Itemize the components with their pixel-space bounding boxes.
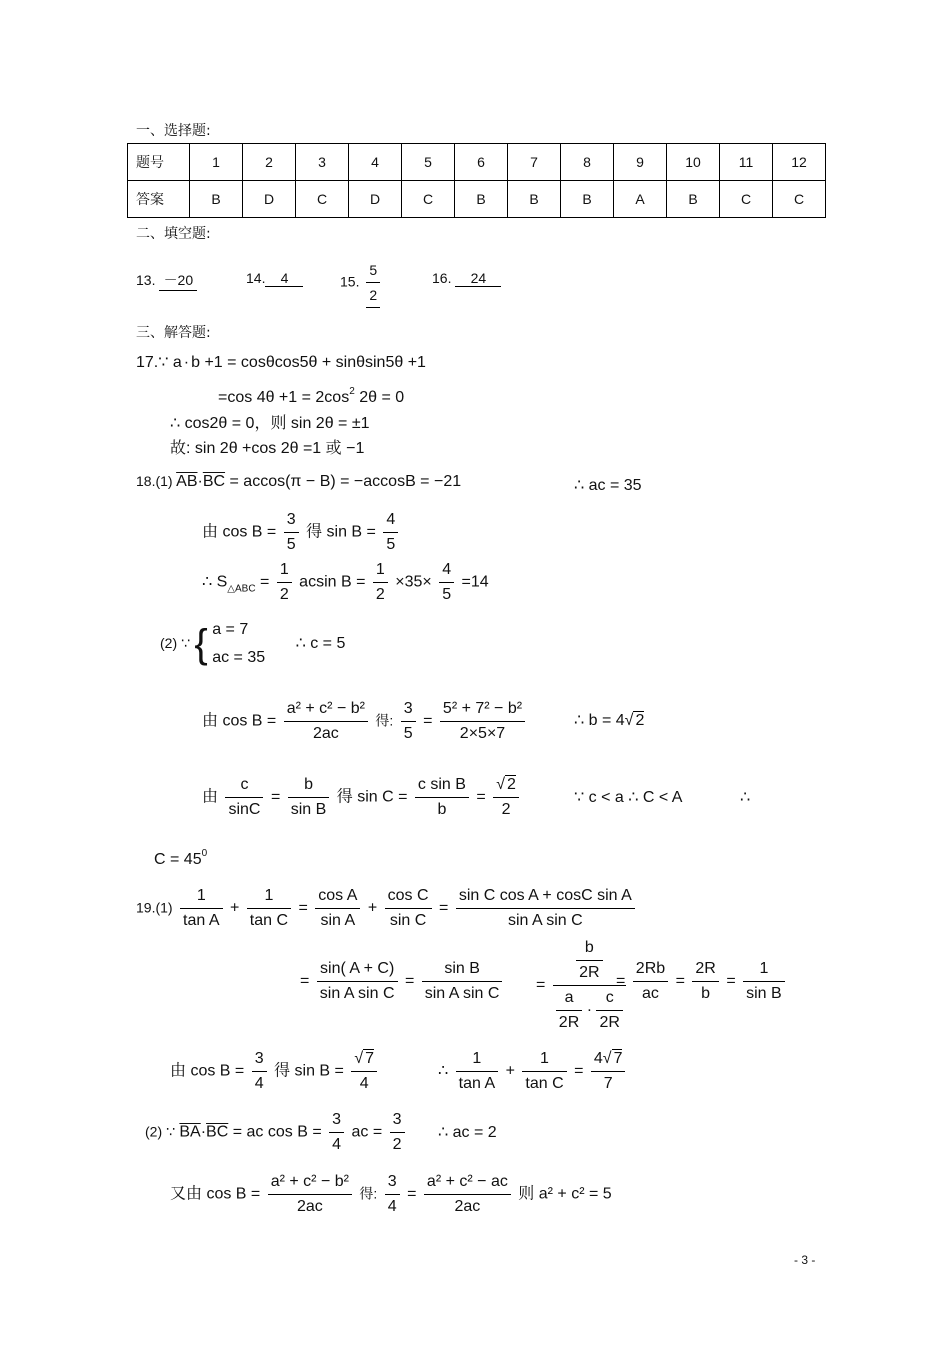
numerator: a² + c² − b² bbox=[268, 1170, 352, 1195]
fraction bbox=[180, 884, 222, 933]
system-ac: ac = 35 bbox=[212, 649, 266, 666]
therefore-icon: ∴ bbox=[740, 789, 751, 806]
q17-line2-tail: 2θ = 0 bbox=[354, 389, 405, 406]
area-mid: acsin B = bbox=[299, 573, 366, 591]
q14-answer: 4 bbox=[265, 270, 303, 287]
q17-line2-a: =cos 4θ +1 = 2cos bbox=[218, 389, 350, 406]
fraction bbox=[385, 884, 432, 933]
table-cell: C bbox=[402, 181, 455, 218]
fraction bbox=[268, 1170, 352, 1219]
q19-line3-right: ∴ $\frac{1}{\text{tan A}}$ + $\frac{1}{\text{tan C}}$ = $\frac{4√ 7}{7}$ bbox=[438, 1047, 628, 1096]
denominator: tan A bbox=[458, 1075, 496, 1092]
table-cell: B bbox=[190, 181, 243, 218]
denominator: b bbox=[701, 985, 711, 1002]
sine-mid: 得 sin C = bbox=[336, 788, 408, 806]
numerator: 3 bbox=[390, 1108, 405, 1133]
numerator: cos A bbox=[315, 884, 360, 909]
sinB-label: 得 sin B = bbox=[306, 523, 376, 541]
q15-numerator: 5 bbox=[366, 258, 380, 283]
table-cell: 7 bbox=[508, 144, 561, 181]
q17-line1-b: b +1 = cosθcos5θ + sinθsin5θ +1 bbox=[191, 354, 426, 371]
p2-result: ∴ ac = 2 bbox=[437, 1123, 497, 1141]
table-cell: 6 bbox=[455, 144, 508, 181]
fraction bbox=[743, 957, 785, 1006]
numerator: sin( A + C) bbox=[317, 957, 398, 982]
q13-answer: －20 bbox=[159, 270, 197, 291]
denominator: 7 bbox=[603, 1075, 613, 1092]
q17-line1-a: 17.∵ a bbox=[136, 354, 182, 371]
numerator: c sin B bbox=[415, 773, 469, 798]
denominator: 2 bbox=[501, 801, 511, 818]
area-mid2: ×35× bbox=[395, 573, 432, 591]
sqrt-value: 2 bbox=[506, 776, 516, 793]
dot-icon: · bbox=[200, 1123, 207, 1141]
numerator: 3 bbox=[401, 697, 416, 722]
denominator: 2×5×7 bbox=[459, 725, 506, 742]
table-header-answer: 答案 bbox=[128, 181, 190, 218]
numerator: 1 bbox=[743, 957, 785, 982]
fraction bbox=[225, 773, 263, 822]
fraction bbox=[415, 773, 469, 822]
q19-part2 bbox=[145, 1108, 497, 1157]
q18-cosB-line bbox=[202, 508, 401, 557]
q19-line3 bbox=[170, 1047, 380, 1096]
table-cell: 2 bbox=[243, 144, 296, 181]
sine-label: 由 bbox=[202, 788, 219, 806]
angle-text: C = 45 bbox=[154, 851, 202, 868]
last-mid: 得: bbox=[359, 1185, 378, 1202]
area-end: =14 bbox=[461, 573, 489, 591]
table-cell: B bbox=[667, 181, 720, 218]
denominator: sin B bbox=[290, 801, 327, 818]
table-cell: 12 bbox=[773, 144, 826, 181]
system bbox=[212, 616, 265, 672]
q18-line1 bbox=[136, 473, 461, 491]
numerator: 3 bbox=[329, 1108, 344, 1133]
fraction bbox=[284, 697, 368, 746]
q18-sine-line: 由 $\frac{c}{\sin C}$ = $\frac{b}{\text{sin B}}$ 得 sin C = $\frac{\text{c sin B}}{b}$ = $\frac{√ 2}{2}$ bbox=[202, 773, 522, 822]
fraction bbox=[576, 936, 602, 985]
equals: = bbox=[260, 573, 270, 591]
table-cell: D bbox=[349, 181, 402, 218]
q15 bbox=[340, 258, 383, 308]
q18-expr: = accos(π − B) = −accosB = −21 bbox=[229, 473, 462, 490]
numerator: b bbox=[288, 773, 330, 798]
q17-line4: 故: sin 2θ +cos 2θ =1 或 −1 bbox=[170, 440, 365, 457]
answer-table bbox=[127, 143, 826, 218]
dot-icon: · bbox=[586, 1001, 593, 1019]
q15-label: 15. bbox=[340, 273, 360, 290]
table-cell: 3 bbox=[296, 144, 349, 181]
numerator: 1 bbox=[522, 1047, 566, 1072]
dot-icon: · bbox=[183, 354, 190, 371]
table-cell: A bbox=[614, 181, 667, 218]
c-result: ∴ c = 5 bbox=[295, 635, 346, 653]
numerator: b bbox=[576, 936, 602, 961]
q18-label: 18.(1) bbox=[136, 473, 173, 489]
denominator: 5 bbox=[403, 725, 413, 742]
table-cell: B bbox=[561, 181, 614, 218]
denominator: 2 bbox=[392, 1136, 402, 1153]
compound-numerator bbox=[553, 936, 626, 986]
angle-sup: 0 bbox=[201, 848, 208, 859]
denominator: sinC bbox=[228, 801, 261, 818]
denominator: 4 bbox=[387, 1198, 397, 1215]
denominator: 2R bbox=[558, 1014, 580, 1031]
table-cell: 5 bbox=[402, 144, 455, 181]
numerator: a bbox=[556, 986, 582, 1011]
fraction bbox=[385, 1170, 400, 1219]
table-cell: D bbox=[243, 181, 296, 218]
numerator: sin B bbox=[422, 957, 503, 982]
table-cell: C bbox=[720, 181, 773, 218]
q16-answer: 24 bbox=[455, 270, 501, 287]
compare: ∵ c < a ∴ C < A bbox=[574, 789, 683, 806]
denominator: sin C bbox=[389, 912, 427, 929]
cosB-label: 由 cos B = bbox=[170, 1062, 245, 1080]
fraction bbox=[373, 558, 388, 607]
numerator: a² + c² − ac bbox=[424, 1170, 511, 1195]
fraction bbox=[315, 884, 360, 933]
page-number: - 3 - bbox=[794, 1253, 816, 1267]
denominator: sin B bbox=[746, 985, 782, 1002]
numerator: sin C cos A + cosC sin A bbox=[456, 884, 635, 909]
q18-law-line: 由 cos B = $\frac{\text{a² + c² − b²}}{2ac}$ 得: $\frac{3}{5}$ = $\frac{\text{5² + 7² − b²}}{2\times 5\times 7}$ bbox=[202, 697, 528, 746]
b-result bbox=[574, 710, 644, 730]
numerator: 2R bbox=[692, 957, 718, 982]
fraction bbox=[493, 773, 519, 822]
coefficient: 4 bbox=[593, 1050, 603, 1067]
q14-label: 14. bbox=[246, 270, 266, 286]
sqrt-value: 2 bbox=[635, 712, 645, 729]
fraction bbox=[284, 508, 299, 557]
law-label: 由 cos B = bbox=[202, 712, 277, 730]
numerator: 2Rb bbox=[633, 957, 668, 982]
denominator: ac bbox=[642, 985, 659, 1002]
q17-line1 bbox=[136, 352, 426, 372]
table-cell: 9 bbox=[614, 144, 667, 181]
numerator: 1 bbox=[456, 1047, 498, 1072]
denominator: 2R bbox=[579, 964, 600, 981]
q19-label: 19.(1) bbox=[136, 899, 173, 916]
q19-line1: 19.(1) $\frac{1}{\text{tan A}}$ + $\frac{1}{\text{tan C}}$ = $\frac{\text{cos A}}{\text{sin A}}$ + $\frac{\text{cos C}}{\text{sin C}}$ = $\frac{\text{sin C cos A + cosC sin A}}{\text{sin A sin C}}$ bbox=[136, 884, 638, 933]
fraction bbox=[440, 697, 525, 746]
denominator: b bbox=[437, 801, 447, 818]
numerator: 4 bbox=[439, 558, 454, 583]
fraction bbox=[401, 697, 416, 746]
denominator: 2ac bbox=[312, 725, 339, 742]
numerator: cos C bbox=[385, 884, 432, 909]
numerator: c bbox=[596, 986, 622, 1011]
b-result-text: ∴ b = 4 bbox=[574, 712, 625, 729]
fraction bbox=[456, 1047, 498, 1096]
q18-ac: ∴ ac = 35 bbox=[574, 477, 642, 494]
denominator: 4 bbox=[359, 1075, 369, 1092]
fraction bbox=[247, 884, 291, 933]
numerator: 3 bbox=[284, 508, 299, 533]
denominator: 4 bbox=[332, 1136, 342, 1153]
denominator: 5 bbox=[286, 536, 296, 553]
numerator: 4 bbox=[383, 508, 398, 533]
section-solution: 三、解答题: bbox=[136, 325, 211, 341]
table-cell: 1 bbox=[190, 144, 243, 181]
fraction bbox=[422, 957, 503, 1006]
numerator: 1 bbox=[277, 558, 292, 583]
q13 bbox=[136, 270, 197, 291]
fraction bbox=[556, 986, 582, 1035]
numerator: 5² + 7² − b² bbox=[440, 697, 525, 722]
fraction bbox=[439, 558, 454, 607]
q15-fraction bbox=[366, 258, 380, 308]
dot-icon: · bbox=[197, 473, 203, 490]
numerator: √ 7 bbox=[351, 1047, 377, 1072]
denominator: tan C bbox=[525, 1075, 564, 1092]
denominator: 2ac bbox=[454, 1198, 481, 1215]
numerator: c bbox=[225, 773, 263, 798]
angle-result bbox=[154, 848, 207, 869]
last-label: 又由 cos B = bbox=[170, 1185, 261, 1203]
sqrt-value: 7 bbox=[613, 1050, 623, 1067]
vector-ba: $\overline{BA}$ bbox=[179, 1123, 201, 1141]
numerator: 3 bbox=[252, 1047, 267, 1072]
denominator: 5 bbox=[386, 536, 396, 553]
q16 bbox=[432, 270, 501, 287]
q16-label: 16. bbox=[432, 270, 452, 286]
denominator: 2 bbox=[279, 586, 289, 603]
table-cell: 4 bbox=[349, 144, 402, 181]
q19-last-line: 又由 cos B = $\frac{\text{a² + c² − b²}}{2ac}$ 得: $\frac{3}{4}$ = $\frac{\text{a² + c² − ac}}{2ac}$ 则 a² + c² = 5 bbox=[170, 1170, 612, 1219]
fraction bbox=[456, 884, 635, 933]
numerator: 1 bbox=[180, 884, 222, 909]
q18-p2-label: (2) ∵ bbox=[160, 635, 190, 652]
area-label: ∴ S bbox=[202, 573, 228, 591]
fraction bbox=[277, 558, 292, 607]
table-cell: B bbox=[508, 181, 561, 218]
numerator: 3 bbox=[385, 1170, 400, 1195]
q17-line3: ∴ cos2θ = 0，则 sin 2θ = ±1 bbox=[170, 415, 370, 432]
brace-icon: { bbox=[194, 622, 208, 666]
table-row bbox=[128, 144, 826, 181]
denominator: 2R bbox=[599, 1014, 620, 1031]
table-cell: 10 bbox=[667, 144, 720, 181]
denominator: 5 bbox=[442, 586, 452, 603]
numerator: 4√ 7 bbox=[591, 1047, 626, 1072]
table-row bbox=[128, 181, 826, 218]
q19-compound-fraction: = $\frac{b}{2R}$ $\frac{a}{2R}$ · $\frac{c}{2R}$ bbox=[536, 936, 629, 1035]
q19-p2-label: (2) ∵ bbox=[145, 1123, 175, 1140]
cosB-label: 由 cos B = bbox=[202, 523, 277, 541]
sinB-label: 得 sin B = bbox=[274, 1062, 344, 1080]
fraction bbox=[329, 1108, 344, 1157]
sqrt-icon: √ bbox=[624, 712, 634, 729]
table-cell: B bbox=[455, 181, 508, 218]
numerator: a² + c² − b² bbox=[284, 697, 368, 722]
q13-label: 13. bbox=[136, 272, 156, 288]
table-header-number: 题号 bbox=[128, 144, 190, 181]
fraction bbox=[351, 1047, 377, 1096]
therefore-icon: ∴ bbox=[438, 1062, 449, 1080]
q18-area-line bbox=[202, 558, 489, 607]
denominator: tan C bbox=[249, 912, 289, 929]
q18-part2 bbox=[160, 616, 345, 672]
table-cell: 8 bbox=[561, 144, 614, 181]
p2-ac: ac = bbox=[351, 1123, 383, 1141]
fraction bbox=[424, 1170, 511, 1219]
q14 bbox=[246, 270, 303, 287]
vector-bc: $\overline{BC}$ bbox=[206, 1123, 229, 1141]
compound-denominator bbox=[553, 986, 626, 1035]
section-fill: 二、填空题: bbox=[136, 226, 211, 242]
area-sub: △ABC bbox=[227, 583, 256, 595]
denominator: sin A sin C bbox=[319, 985, 395, 1002]
fraction bbox=[633, 957, 668, 1006]
denominator: 2ac bbox=[296, 1198, 323, 1215]
numerator: 1 bbox=[373, 558, 388, 583]
q17-line2-sup: 2 bbox=[349, 386, 355, 397]
denominator: sin A bbox=[320, 912, 356, 929]
section-choice: 一、选择题: bbox=[136, 123, 211, 139]
q17-line2 bbox=[218, 386, 404, 407]
vector-ab: $\overline{AB}$ bbox=[176, 473, 198, 490]
fraction bbox=[390, 1108, 405, 1157]
law-mid: 得: bbox=[375, 712, 394, 729]
fraction bbox=[522, 1047, 566, 1096]
compound-fraction bbox=[553, 936, 626, 1035]
table-cell: C bbox=[296, 181, 349, 218]
last-result: 则 a² + c² = 5 bbox=[518, 1185, 612, 1203]
denominator: 4 bbox=[254, 1075, 264, 1092]
fraction bbox=[317, 957, 398, 1006]
fraction bbox=[692, 957, 718, 1006]
q15-denominator: 2 bbox=[369, 287, 378, 303]
denominator: 2 bbox=[375, 586, 385, 603]
numerator: √ 2 bbox=[493, 773, 519, 798]
sqrt-value: 7 bbox=[365, 1050, 375, 1067]
table-cell: 11 bbox=[720, 144, 773, 181]
fraction bbox=[288, 773, 330, 822]
vector-bc: $\overline{BC}$ bbox=[202, 473, 226, 490]
numerator: 1 bbox=[247, 884, 291, 909]
p2-mid: = ac cos B = bbox=[232, 1123, 322, 1141]
denominator: sin A sin C bbox=[424, 985, 500, 1002]
fraction bbox=[252, 1047, 267, 1096]
fraction bbox=[383, 508, 398, 557]
fraction bbox=[591, 1047, 626, 1096]
denominator: tan A bbox=[183, 912, 220, 929]
q19-line2: = $\frac{\sin( A + C)}{\text{sin A sin C}}$ = $\frac{\text{sin B}}{\text{sin A sin C}}$ bbox=[300, 957, 505, 1006]
denominator: sin A sin C bbox=[507, 912, 583, 929]
system-a: a = 7 bbox=[212, 621, 249, 638]
table-cell: C bbox=[773, 181, 826, 218]
q19-line2-right: = $\frac{2Rb}{ac}$ = $\frac{2R}{b}$ = $\frac{1}{\text{sin B}}$ bbox=[616, 957, 788, 1006]
